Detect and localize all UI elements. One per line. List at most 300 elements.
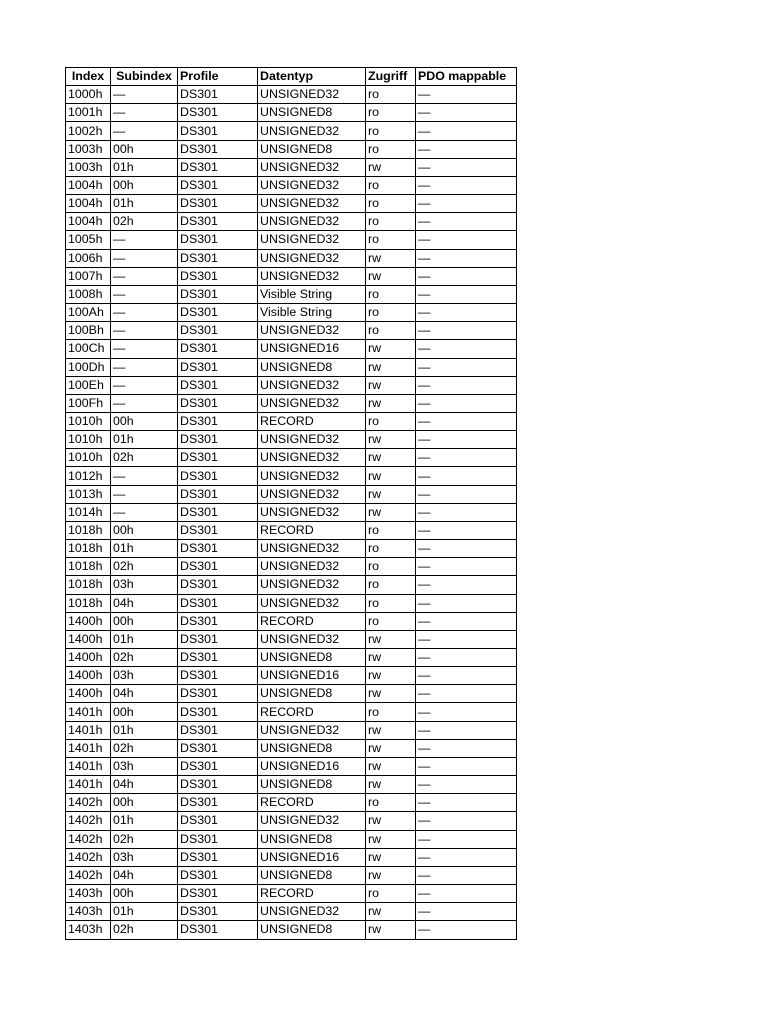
pdo-mappable-cell: — [416, 739, 517, 757]
datentyp-cell: UNSIGNED32 [258, 176, 366, 194]
pdo-mappable-cell: — [416, 140, 517, 158]
table-row [66, 830, 517, 848]
pdo-mappable-cell: — [416, 267, 517, 285]
pdo-mappable-cell: — [416, 340, 517, 358]
datentyp-cell: UNSIGNED32 [258, 485, 366, 503]
pdo-mappable-cell: — [416, 921, 517, 939]
table-row [66, 503, 517, 521]
datentyp-cell: RECORD [258, 612, 366, 630]
table-row [66, 757, 517, 775]
datentyp-cell: UNSIGNED32 [258, 558, 366, 576]
index-cell: 1018h [66, 594, 111, 612]
pdo-mappable-cell: — [416, 485, 517, 503]
datentyp-cell: UNSIGNED16 [258, 848, 366, 866]
zugriff-cell: ro [366, 594, 416, 612]
datentyp-cell: UNSIGNED32 [258, 812, 366, 830]
index-cell: 1400h [66, 612, 111, 630]
table-row [66, 140, 517, 158]
subindex-cell: 01h [111, 812, 178, 830]
column-header-zugriff: Zugriff [366, 68, 416, 86]
zugriff-cell: ro [366, 540, 416, 558]
datentyp-cell: UNSIGNED8 [258, 685, 366, 703]
profile-cell: DS301 [178, 358, 258, 376]
profile-cell: DS301 [178, 540, 258, 558]
datentyp-cell: UNSIGNED32 [258, 158, 366, 176]
index-cell: 1004h [66, 213, 111, 231]
subindex-cell: 02h [111, 558, 178, 576]
pdo-mappable-cell: — [416, 249, 517, 267]
subindex-cell: 00h [111, 612, 178, 630]
zugriff-cell: ro [366, 521, 416, 539]
index-cell: 1402h [66, 848, 111, 866]
zugriff-cell: ro [366, 231, 416, 249]
table-row [66, 267, 517, 285]
index-cell: 1018h [66, 540, 111, 558]
table-row [66, 739, 517, 757]
profile-cell: DS301 [178, 739, 258, 757]
datentyp-cell: UNSIGNED8 [258, 104, 366, 122]
pdo-mappable-cell: — [416, 358, 517, 376]
pdo-mappable-cell: — [416, 903, 517, 921]
pdo-mappable-cell: — [416, 776, 517, 794]
table-row [66, 721, 517, 739]
zugriff-cell: rw [366, 249, 416, 267]
header-row [66, 68, 517, 86]
table-row [66, 903, 517, 921]
datentyp-cell: UNSIGNED32 [258, 594, 366, 612]
zugriff-cell: ro [366, 304, 416, 322]
table-row [66, 812, 517, 830]
table-row [66, 558, 517, 576]
table-row [66, 176, 517, 194]
subindex-cell: 03h [111, 757, 178, 775]
subindex-cell: 02h [111, 921, 178, 939]
table-row [66, 794, 517, 812]
profile-cell: DS301 [178, 176, 258, 194]
datentyp-cell: RECORD [258, 521, 366, 539]
subindex-cell: 00h [111, 885, 178, 903]
index-cell: 1002h [66, 122, 111, 140]
index-cell: 1401h [66, 721, 111, 739]
zugriff-cell: ro [366, 612, 416, 630]
pdo-mappable-cell: — [416, 503, 517, 521]
zugriff-cell: rw [366, 630, 416, 648]
index-cell: 1000h [66, 86, 111, 104]
table-row [66, 412, 517, 430]
index-cell: 1003h [66, 158, 111, 176]
pdo-mappable-cell: — [416, 685, 517, 703]
zugriff-cell: ro [366, 122, 416, 140]
index-cell: 1403h [66, 903, 111, 921]
index-cell: 100Ch [66, 340, 111, 358]
index-cell: 1403h [66, 885, 111, 903]
datentyp-cell: UNSIGNED32 [258, 721, 366, 739]
datentyp-cell: UNSIGNED32 [258, 503, 366, 521]
subindex-cell: — [111, 304, 178, 322]
profile-cell: DS301 [178, 231, 258, 249]
pdo-mappable-cell: — [416, 649, 517, 667]
profile-cell: DS301 [178, 322, 258, 340]
subindex-cell: 01h [111, 195, 178, 213]
zugriff-cell: ro [366, 703, 416, 721]
profile-cell: DS301 [178, 830, 258, 848]
zugriff-cell: rw [366, 449, 416, 467]
zugriff-cell: rw [366, 158, 416, 176]
pdo-mappable-cell: — [416, 812, 517, 830]
index-cell: 1018h [66, 558, 111, 576]
table-body [66, 86, 517, 939]
zugriff-cell: rw [366, 431, 416, 449]
subindex-cell: — [111, 358, 178, 376]
pdo-mappable-cell: — [416, 558, 517, 576]
index-cell: 1012h [66, 467, 111, 485]
zugriff-cell: ro [366, 213, 416, 231]
table-row [66, 249, 517, 267]
datentyp-cell: UNSIGNED8 [258, 866, 366, 884]
pdo-mappable-cell: — [416, 449, 517, 467]
subindex-cell: 02h [111, 739, 178, 757]
pdo-mappable-cell: — [416, 467, 517, 485]
datentyp-cell: UNSIGNED32 [258, 467, 366, 485]
index-cell: 1400h [66, 685, 111, 703]
pdo-mappable-cell: — [416, 703, 517, 721]
profile-cell: DS301 [178, 776, 258, 794]
datentyp-cell: UNSIGNED32 [258, 630, 366, 648]
subindex-cell: 00h [111, 703, 178, 721]
zugriff-cell: ro [366, 176, 416, 194]
subindex-cell: — [111, 231, 178, 249]
subindex-cell: — [111, 122, 178, 140]
pdo-mappable-cell: — [416, 86, 517, 104]
index-cell: 1401h [66, 739, 111, 757]
pdo-mappable-cell: — [416, 540, 517, 558]
index-cell: 1018h [66, 576, 111, 594]
index-cell: 1010h [66, 431, 111, 449]
index-cell: 1004h [66, 195, 111, 213]
datentyp-cell: UNSIGNED8 [258, 358, 366, 376]
zugriff-cell: rw [366, 667, 416, 685]
datentyp-cell: UNSIGNED32 [258, 394, 366, 412]
zugriff-cell: rw [366, 721, 416, 739]
pdo-mappable-cell: — [416, 304, 517, 322]
table-row [66, 848, 517, 866]
profile-cell: DS301 [178, 812, 258, 830]
table-row [66, 158, 517, 176]
index-cell: 1005h [66, 231, 111, 249]
index-cell: 1008h [66, 285, 111, 303]
subindex-cell: 04h [111, 776, 178, 794]
index-cell: 1006h [66, 249, 111, 267]
object-dictionary-table [65, 67, 517, 940]
datentyp-cell: UNSIGNED8 [258, 830, 366, 848]
pdo-mappable-cell: — [416, 667, 517, 685]
subindex-cell: 04h [111, 594, 178, 612]
index-cell: 1007h [66, 267, 111, 285]
table-row [66, 776, 517, 794]
profile-cell: DS301 [178, 885, 258, 903]
pdo-mappable-cell: — [416, 794, 517, 812]
index-cell: 100Ah [66, 304, 111, 322]
pdo-mappable-cell: — [416, 757, 517, 775]
datentyp-cell: Visible String [258, 285, 366, 303]
zugriff-cell: rw [366, 685, 416, 703]
pdo-mappable-cell: — [416, 231, 517, 249]
index-cell: 1010h [66, 449, 111, 467]
subindex-cell: 04h [111, 685, 178, 703]
table-row [66, 467, 517, 485]
profile-cell: DS301 [178, 630, 258, 648]
datentyp-cell: RECORD [258, 703, 366, 721]
table-row [66, 540, 517, 558]
zugriff-cell: ro [366, 140, 416, 158]
profile-cell: DS301 [178, 376, 258, 394]
subindex-cell: — [111, 340, 178, 358]
subindex-cell: 02h [111, 830, 178, 848]
table-row [66, 322, 517, 340]
zugriff-cell: rw [366, 739, 416, 757]
zugriff-cell: rw [366, 776, 416, 794]
pdo-mappable-cell: — [416, 885, 517, 903]
index-cell: 1402h [66, 866, 111, 884]
table-row [66, 485, 517, 503]
column-header-subindex: Subindex [111, 68, 178, 86]
zugriff-cell: rw [366, 503, 416, 521]
index-cell: 1014h [66, 503, 111, 521]
datentyp-cell: UNSIGNED8 [258, 921, 366, 939]
zugriff-cell: ro [366, 322, 416, 340]
index-cell: 100Eh [66, 376, 111, 394]
index-cell: 1403h [66, 921, 111, 939]
table-row [66, 394, 517, 412]
profile-cell: DS301 [178, 667, 258, 685]
zugriff-cell: rw [366, 866, 416, 884]
zugriff-cell: ro [366, 885, 416, 903]
datentyp-cell: UNSIGNED32 [258, 122, 366, 140]
table-row [66, 521, 517, 539]
zugriff-cell: rw [366, 649, 416, 667]
datentyp-cell: UNSIGNED32 [258, 249, 366, 267]
zugriff-cell: ro [366, 86, 416, 104]
pdo-mappable-cell: — [416, 195, 517, 213]
table-row [66, 685, 517, 703]
profile-cell: DS301 [178, 685, 258, 703]
pdo-mappable-cell: — [416, 612, 517, 630]
subindex-cell: 03h [111, 848, 178, 866]
datentyp-cell: UNSIGNED32 [258, 376, 366, 394]
profile-cell: DS301 [178, 848, 258, 866]
profile-cell: DS301 [178, 921, 258, 939]
table-row [66, 358, 517, 376]
pdo-mappable-cell: — [416, 521, 517, 539]
pdo-mappable-cell: — [416, 176, 517, 194]
table-row [66, 86, 517, 104]
datentyp-cell: UNSIGNED32 [258, 213, 366, 231]
profile-cell: DS301 [178, 249, 258, 267]
profile-cell: DS301 [178, 576, 258, 594]
datentyp-cell: UNSIGNED16 [258, 757, 366, 775]
subindex-cell: 00h [111, 176, 178, 194]
zugriff-cell: ro [366, 104, 416, 122]
subindex-cell: — [111, 394, 178, 412]
index-cell: 1018h [66, 521, 111, 539]
pdo-mappable-cell: — [416, 285, 517, 303]
datentyp-cell: UNSIGNED8 [258, 776, 366, 794]
table-row [66, 104, 517, 122]
index-cell: 1402h [66, 794, 111, 812]
datentyp-cell: RECORD [258, 794, 366, 812]
zugriff-cell: rw [366, 467, 416, 485]
profile-cell: DS301 [178, 594, 258, 612]
zugriff-cell: ro [366, 412, 416, 430]
table-row [66, 649, 517, 667]
pdo-mappable-cell: — [416, 213, 517, 231]
datentyp-cell: UNSIGNED32 [258, 86, 366, 104]
profile-cell: DS301 [178, 104, 258, 122]
subindex-cell: 00h [111, 521, 178, 539]
zugriff-cell: rw [366, 757, 416, 775]
datentyp-cell: UNSIGNED8 [258, 649, 366, 667]
index-cell: 100Dh [66, 358, 111, 376]
datentyp-cell: UNSIGNED16 [258, 340, 366, 358]
profile-cell: DS301 [178, 340, 258, 358]
datentyp-cell: UNSIGNED32 [258, 322, 366, 340]
index-cell: 1003h [66, 140, 111, 158]
table-row [66, 340, 517, 358]
profile-cell: DS301 [178, 757, 258, 775]
index-cell: 1010h [66, 412, 111, 430]
subindex-cell: — [111, 503, 178, 521]
datentyp-cell: UNSIGNED32 [258, 431, 366, 449]
index-cell: 100Bh [66, 322, 111, 340]
index-cell: 1402h [66, 830, 111, 848]
subindex-cell: 04h [111, 866, 178, 884]
subindex-cell: 01h [111, 158, 178, 176]
subindex-cell: 03h [111, 667, 178, 685]
table-row [66, 921, 517, 939]
profile-cell: DS301 [178, 503, 258, 521]
subindex-cell: — [111, 104, 178, 122]
pdo-mappable-cell: — [416, 830, 517, 848]
zugriff-cell: rw [366, 830, 416, 848]
datentyp-cell: UNSIGNED32 [258, 576, 366, 594]
table-row [66, 612, 517, 630]
profile-cell: DS301 [178, 122, 258, 140]
profile-cell: DS301 [178, 866, 258, 884]
profile-cell: DS301 [178, 612, 258, 630]
datentyp-cell: Visible String [258, 304, 366, 322]
index-cell: 1400h [66, 630, 111, 648]
table-row [66, 213, 517, 231]
column-header-datentyp: Datentyp [258, 68, 366, 86]
datentyp-cell: UNSIGNED32 [258, 449, 366, 467]
profile-cell: DS301 [178, 558, 258, 576]
table-row [66, 376, 517, 394]
index-cell: 1400h [66, 649, 111, 667]
column-header-profile: Profile [178, 68, 258, 86]
profile-cell: DS301 [178, 794, 258, 812]
subindex-cell: 00h [111, 794, 178, 812]
profile-cell: DS301 [178, 285, 258, 303]
index-cell: 1400h [66, 667, 111, 685]
subindex-cell: 01h [111, 903, 178, 921]
table-row [66, 866, 517, 884]
subindex-cell: — [111, 249, 178, 267]
table-row [66, 703, 517, 721]
table-row [66, 304, 517, 322]
datentyp-cell: RECORD [258, 412, 366, 430]
pdo-mappable-cell: — [416, 104, 517, 122]
profile-cell: DS301 [178, 703, 258, 721]
profile-cell: DS301 [178, 721, 258, 739]
column-header-index: Index [66, 68, 111, 86]
pdo-mappable-cell: — [416, 322, 517, 340]
profile-cell: DS301 [178, 86, 258, 104]
subindex-cell: 01h [111, 540, 178, 558]
table-row [66, 195, 517, 213]
table-row [66, 885, 517, 903]
subindex-cell: — [111, 485, 178, 503]
pdo-mappable-cell: — [416, 594, 517, 612]
table-row [66, 285, 517, 303]
profile-cell: DS301 [178, 485, 258, 503]
zugriff-cell: ro [366, 558, 416, 576]
profile-cell: DS301 [178, 412, 258, 430]
subindex-cell: — [111, 86, 178, 104]
profile-cell: DS301 [178, 649, 258, 667]
table-row [66, 630, 517, 648]
zugriff-cell: ro [366, 195, 416, 213]
profile-cell: DS301 [178, 158, 258, 176]
zugriff-cell: rw [366, 394, 416, 412]
datentyp-cell: UNSIGNED32 [258, 540, 366, 558]
zugriff-cell: ro [366, 794, 416, 812]
pdo-mappable-cell: — [416, 630, 517, 648]
pdo-mappable-cell: — [416, 866, 517, 884]
table-row [66, 576, 517, 594]
zugriff-cell: ro [366, 576, 416, 594]
pdo-mappable-cell: — [416, 122, 517, 140]
subindex-cell: 00h [111, 140, 178, 158]
subindex-cell: 01h [111, 630, 178, 648]
pdo-mappable-cell: — [416, 848, 517, 866]
table-row [66, 431, 517, 449]
datentyp-cell: UNSIGNED32 [258, 231, 366, 249]
pdo-mappable-cell: — [416, 721, 517, 739]
table-row [66, 122, 517, 140]
profile-cell: DS301 [178, 140, 258, 158]
datentyp-cell: UNSIGNED8 [258, 739, 366, 757]
zugriff-cell: rw [366, 812, 416, 830]
subindex-cell: 01h [111, 721, 178, 739]
index-cell: 1401h [66, 703, 111, 721]
profile-cell: DS301 [178, 394, 258, 412]
profile-cell: DS301 [178, 521, 258, 539]
table-row [66, 449, 517, 467]
zugriff-cell: rw [366, 358, 416, 376]
pdo-mappable-cell: — [416, 412, 517, 430]
datentyp-cell: RECORD [258, 885, 366, 903]
subindex-cell: 02h [111, 449, 178, 467]
index-cell: 1402h [66, 812, 111, 830]
profile-cell: DS301 [178, 431, 258, 449]
profile-cell: DS301 [178, 304, 258, 322]
subindex-cell: 02h [111, 213, 178, 231]
profile-cell: DS301 [178, 267, 258, 285]
zugriff-cell: rw [366, 267, 416, 285]
zugriff-cell: rw [366, 921, 416, 939]
datentyp-cell: UNSIGNED32 [258, 903, 366, 921]
zugriff-cell: rw [366, 903, 416, 921]
